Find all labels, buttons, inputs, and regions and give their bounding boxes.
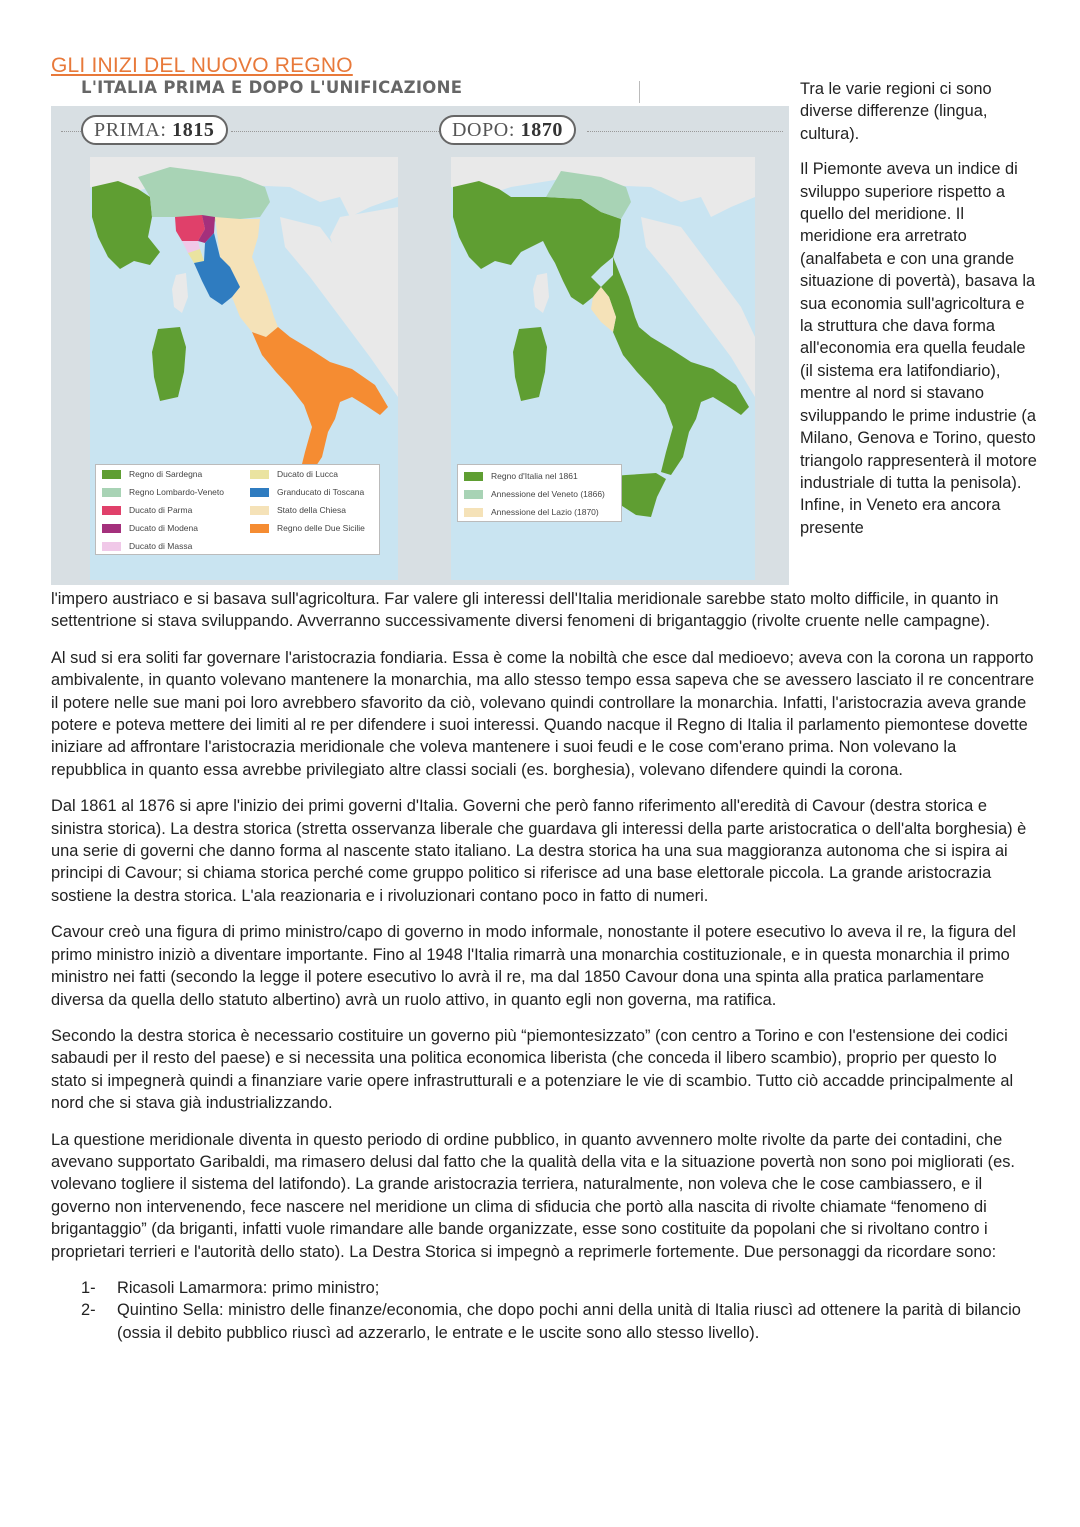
body-text <box>51 588 1036 1344</box>
legend-item <box>250 523 365 534</box>
legend-swatch <box>102 542 121 551</box>
legend-item <box>102 523 198 534</box>
legend-swatch <box>250 470 269 479</box>
list-number: 2- <box>81 1301 96 1320</box>
legend-swatch <box>464 490 483 499</box>
legend-swatch <box>464 508 483 517</box>
legend-swatch <box>250 506 269 515</box>
legend-swatch <box>250 524 269 533</box>
legend-item <box>250 505 346 516</box>
era-badge-before <box>81 115 228 145</box>
legend-label: Regno Lombardo-Veneto <box>129 487 224 497</box>
era-year: 1870 <box>520 119 564 141</box>
legend-label: Granducato di Toscana <box>277 487 365 497</box>
legend-label: Stato della Chiesa <box>277 505 346 515</box>
legend-label: Regno d'Italia nel 1861 <box>491 471 578 481</box>
legend-item <box>464 471 578 482</box>
paragraph: Secondo la destra storica è necessario costituire un governo più “piemontesizzato” (con centro a Torino e con l'estensione dei codici sabaudi per il resto del paese) e si necessita una politica economica liberista (che conceda il libero scambio), proprio per questo lo stato si impegnerà quindi a finanziare varie opere infrastrutturali e a potenziare le vie di scambio. Tutto ciò accadde principalmente al nord che si stava già industrializzando. <box>51 1026 1014 1113</box>
legend-item <box>250 469 338 480</box>
legend-1815 <box>95 464 380 555</box>
paragraph: l'impero austriaco e si basava sull'agricoltura. Far valere gli interessi dell'Italia meridionale sarebbe stato molto difficile, in quanto in settentrione si stava sviluppando. Avverranno successivamente diversi fenomeni di brigantaggio (rivolte cruente nelle campagne). <box>51 590 999 631</box>
era-year: 1815 <box>172 119 215 141</box>
figure-heading: L'ITALIA PRIMA E DOPO L'UNIFICAZIONE <box>81 78 463 97</box>
figure-panel <box>51 106 789 585</box>
legend-swatch <box>102 470 121 479</box>
list-text: Ricasoli Lamarmora: primo ministro; <box>117 1278 380 1297</box>
paragraph: La questione meridionale diventa in questo periodo di ordine pubblico, in quanto avvennero molte rivolte da parte dei contadini, che avevano supportato Garibaldi, ma rimasero delusi dal fatto che la qualità della vita e la situazione povertà non sono poi migliorati (es. volevano togliere il sistema del latifondo). La grande aristocrazia terriera, naturalmente, non voleva che le cose cambiassero, e il governo non intervenendo, fece nascere nel meridione un clima di sfiducia che portò alla nascita di rivolte chiamate “fenomeno di brigantaggio” (da briganti, infatti vuole rimandare alle bande organizzate, esse sono costituite da popolani che si rivoltano contro i proprietari terrieri e l'autorità dello stato). La Destra Storica si impegnò a reprimerle fortemente. Due personaggi da ricordare sono: <box>51 1130 1015 1261</box>
paragraph: Cavour creò una figura di primo ministro/capo di governo in modo informale, nonostante il potere esecutivo lo aveva il re, la figura del primo ministro iniziò a diventare importante. Fino al 1948 l'Italia rimarrà una monarchia costituzionale, e in questa monarchia il primo ministro nei fatti (secondo la legge il potere esecutivo lo avrà il re, ma dal 1850 Cavour dona una spinta alla pratica parlamentare diversa da quella dello statuto albertino) avrà un ruolo attivo, in quanto egli non governa, ma ratifica. <box>51 923 1016 1009</box>
legend-label: Ducato di Parma <box>129 505 193 515</box>
key-figures-list <box>51 1277 1036 1344</box>
era-line <box>61 131 81 132</box>
legend-swatch <box>102 506 121 515</box>
list-item <box>51 1299 1036 1344</box>
paragraph: Il Piemonte aveva un indice di sviluppo superiore rispetto a quello del meridione. Il meridione era arretrato (analfabeta e con una grande situazione di povertà), basava la sua economia sull'agricoltura e la struttura che dava forma all'economia era quella feudale (il sistema era latifondiario), mentre al nord si stavano sviluppando le prime industrie (a Milano, Genova e Torino, questo triangolo rappresenterà il motore industriale di tutta la penisola). Infine, in Veneto era ancora presente <box>800 160 1037 537</box>
legend-item <box>102 469 202 480</box>
legend-label: Ducato di Modena <box>129 523 198 533</box>
legend-swatch <box>102 524 121 533</box>
legend-label: Regno delle Due Sicilie <box>277 523 365 533</box>
legend-1870 <box>457 464 622 522</box>
legend-label: Annessione del Veneto (1866) <box>491 489 605 499</box>
list-number: 1- <box>81 1278 96 1297</box>
sidebar-text <box>800 78 1040 552</box>
legend-swatch <box>250 488 269 497</box>
figure-divider <box>639 81 640 103</box>
list-text: Quintino Sella: ministro delle finanze/economia, che dopo pochi anni della unità di Italia riuscì ad ottenere la parità di bilancio (ossia il debito pubblico riuscì ad azzerarlo, le entrate e le uscite sono allo stesso livello). <box>117 1301 1021 1342</box>
map-1870 <box>451 157 755 580</box>
era-line <box>231 131 439 132</box>
legend-item <box>250 487 364 498</box>
list-item <box>51 1277 1036 1299</box>
legend-label: Regno di Sardegna <box>129 469 203 479</box>
legend-swatch <box>102 488 121 497</box>
paragraph: Tra le varie regioni ci sono diverse differenze (lingua, cultura). <box>800 80 992 143</box>
legend-swatch <box>464 472 483 481</box>
legend-label: Ducato di Lucca <box>277 469 338 479</box>
legend-label: Ducato di Massa <box>129 541 193 551</box>
era-badge-after <box>439 115 576 145</box>
era-label: DOPO: <box>452 119 516 141</box>
map-figure <box>51 77 789 585</box>
paragraph: Dal 1861 al 1876 si apre l'inizio dei primi governi d'Italia. Governi che però fanno riferimento all'eredità di Cavour (destra storica e sinistra storica). La destra storica (stretta osservanza liberale che guardava gli interessi della parte aristocratica o dell'alta borghesia) è una serie di governi che danno forma al nascente stato italiano. La destra storica ha una sua maggioranza autonoma che si ispira ai principi di Cavour; si chiama storica perché come gruppo politico si riferisce ad una base elettorale piccola. La grande aristocrazia sostiene la destra storica. L'ala reazionaria e i rivoluzionari contano poco in fatto di numeri. <box>51 797 1027 905</box>
legend-item <box>464 507 599 518</box>
legend-item <box>102 541 192 552</box>
era-line <box>587 131 783 132</box>
legend-item <box>102 487 224 498</box>
paragraph: Al sud si era soliti far governare l'aristocrazia fondiaria. Essa è come la nobiltà che esce dal medioevo; aveva con la corona un rapporto ambivalente, in quanto volevano mantenere la monarchia, ma allo stesso tempo essa sapeva che se avessero lasciato il re concentrare il potere nelle sue mani poi loro avrebbero sfavorito da ciò, volevano quindi controllare la monarchia. Infatti, l'aristocrazia aveva grande potere e poteva mettere dei limiti al re per difendere i suoi interessi. Quando nacque il Regno di Italia il parlamento piemontese dovette iniziare ad affrontare l'aristocrazia meridionale che voleva mantenere i suoi feudi e le cose com'erano prima. Non volevano la repubblica in quanto essa avrebbe privilegiato altre classi sociali (es. borghesia), volevano difendere quindi la corona. <box>51 648 1035 779</box>
legend-item <box>464 489 605 500</box>
legend-item <box>102 505 192 516</box>
legend-label: Annessione del Lazio (1870) <box>491 507 599 517</box>
map-1815 <box>90 157 398 580</box>
document-title: GLI INIZI DEL NUOVO REGNO <box>51 54 353 77</box>
era-label: PRIMA: <box>94 119 167 141</box>
